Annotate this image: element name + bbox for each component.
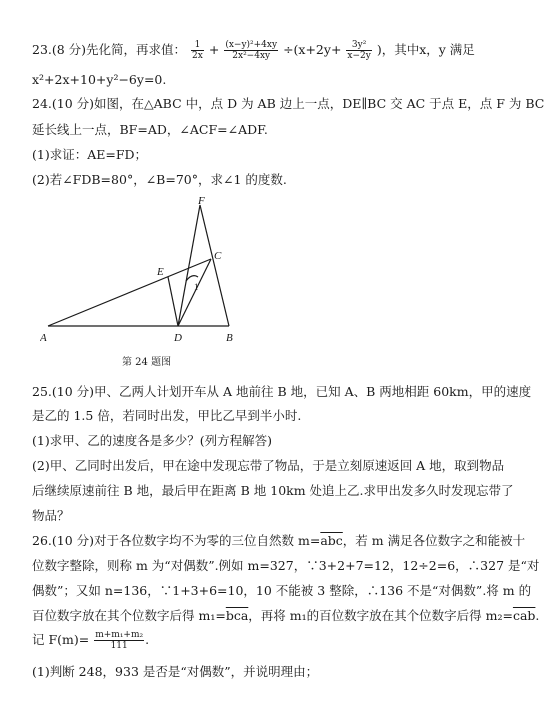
- q26-line1: [32, 533, 525, 549]
- q24-part2: (2)若∠FDB=80°，∠B=70°，求∠1 的度数.: [32, 172, 287, 187]
- angle-1-arc: [186, 276, 198, 281]
- q25-part2a: (2)甲、乙同时出发后，甲在途中发现忘带了物品，于是立刻原速返回 A 地，取到物品: [32, 458, 505, 473]
- q26-line4-text-c: .: [535, 608, 540, 623]
- q25-part2b: 后继续原速前往 B 地，最后甲在距离 B 地 10km 处追上乙.求甲出发多久时发现忘带了: [32, 483, 514, 498]
- q25-part1: (1)求甲、乙的速度各是多少？(列方程解答): [32, 433, 272, 448]
- figure-caption: 第 24 题图: [122, 357, 172, 368]
- q26-line1-text-a: 26.(10 分)对于各位数字均不为零的三位自然数 m=: [32, 533, 321, 548]
- segment-AC: [48, 259, 211, 326]
- q26-line2: 位数字整除，则称 m 为“对偶数”.例如 m=327，∵3+2+7=12，12÷2=6，∴327 是“对: [32, 558, 540, 573]
- q26-overline-bca: $\overline{bca}$: [225, 608, 249, 623]
- q26-overline-abc: $\overline{abc}$: [320, 533, 343, 548]
- q23-fraction-2: $\frac{\text{(x−y)²+4xy}}{\text{2x²−4xy}}$: [225, 40, 278, 61]
- q23-plus: +: [208, 42, 220, 57]
- q24-part1: (1)求证：AE=FD；: [32, 147, 148, 162]
- q26-line4-text-a: 百位数字放在其个位数字后得 m₁=: [32, 608, 226, 623]
- q23-suffix: )，其中x，y 满足: [376, 42, 475, 57]
- q23-line2: x²+2x+10+y²−6y=0.: [32, 72, 167, 87]
- q26-line5: [32, 630, 149, 651]
- q24-line1: 24.(10 分)如图，在△ABC 中，点 D 为 AB 边上一点，DE∥BC 交 AC 于点 E，点 F 为 BC: [32, 96, 545, 111]
- q25-line2: 是乙的 1.5 倍，若同时出发，甲比乙早到半小时.: [32, 408, 302, 423]
- q26-line3: 偶数”；又如 n=136，∵1+3+6=10，10 不能被 3 整除，∴136 不是“对偶数”.将 m 的: [32, 583, 532, 598]
- label-angle-1: 1: [194, 282, 199, 292]
- q25-line1: 25.(10 分)甲、乙两人计划开车从 A 地前往 B 地，已知 A、B 两地相距 60km，甲的速度: [32, 384, 532, 399]
- segment-DE: [168, 277, 178, 326]
- q23-line1: [32, 40, 475, 61]
- segment-BF: [200, 205, 229, 326]
- label-F: F: [198, 195, 205, 207]
- segment-CD: [178, 259, 211, 326]
- q26-part1: (1)判断 248，933 是否是“对偶数”，并说明理由；: [32, 664, 319, 679]
- label-A: A: [40, 332, 47, 344]
- label-B: B: [226, 332, 233, 344]
- q26-line4: [32, 608, 539, 624]
- q26-F-fraction: $\frac{\text{m+m₁+m₂}}{111}$: [95, 630, 144, 651]
- q24-line2: 延长线上一点，BF=AD，∠ACF=∠ADF.: [32, 122, 268, 137]
- label-E: E: [157, 266, 164, 278]
- label-C: C: [214, 250, 222, 262]
- geometry-figure: [40, 195, 250, 350]
- q23-fraction-3: $\frac{\text{3y²}}{x-2y}$: [347, 40, 371, 61]
- q25-part2c: 物品？: [32, 508, 70, 523]
- q26-line4-text-b: ，再将 m₁的百位数字放在其个位数字后得 m₂=: [248, 608, 513, 623]
- label-D: D: [174, 332, 182, 344]
- q23-divide: ÷(x+2y+: [283, 42, 342, 57]
- q26-line1-text-b: ，若 m 满足各位数字之和能被十: [342, 533, 526, 548]
- q26-line5-text-a: 记 F(m)=: [32, 632, 90, 647]
- q23-prefix: 23.(8 分)先化简，再求值：: [32, 42, 187, 57]
- q26-line5-text-b: .: [145, 632, 150, 647]
- q23-fraction-1: $\frac{1}{2x}$: [192, 40, 203, 61]
- q26-overline-cab: $\overline{cab}$: [512, 608, 536, 623]
